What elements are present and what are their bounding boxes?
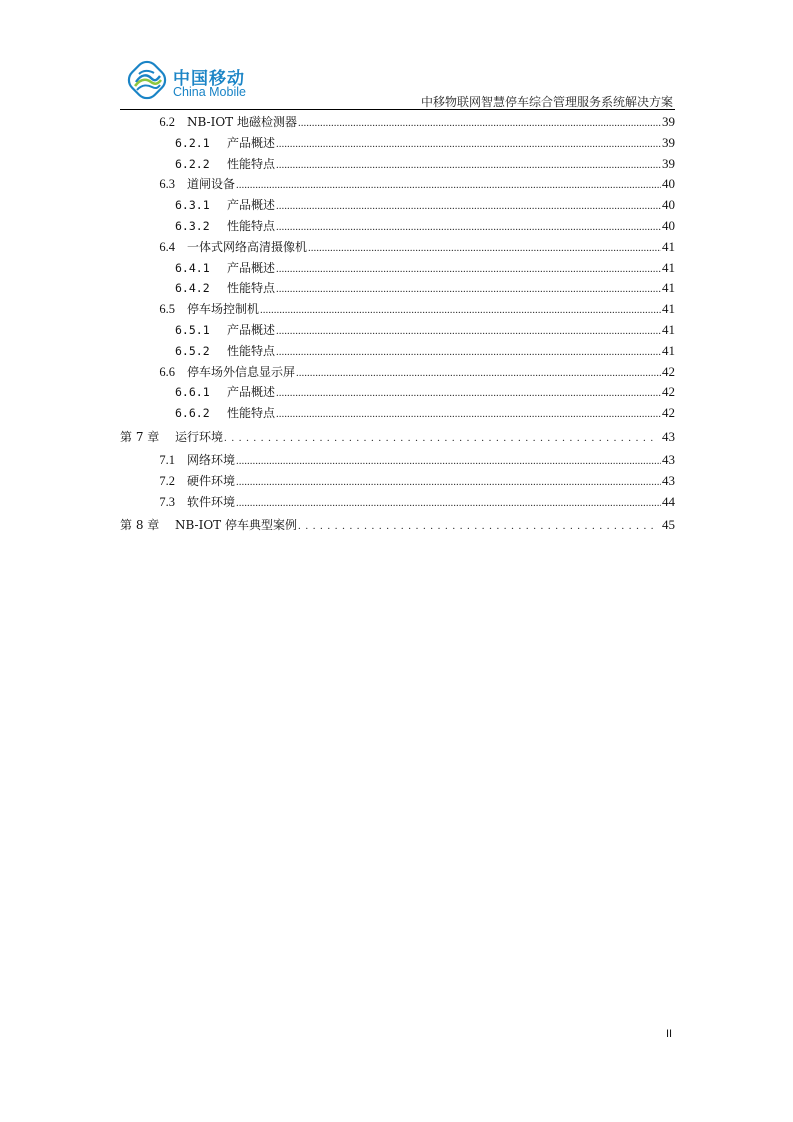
header-divider (120, 109, 675, 110)
leader-dots (236, 450, 661, 472)
toc-number: 7.2 (159, 473, 175, 488)
toc-entry[interactable] (120, 258, 675, 279)
page-number: II (666, 1028, 673, 1040)
toc-entry[interactable] (120, 382, 675, 403)
toc-page: 39 (662, 134, 675, 150)
toc-page: 45 (662, 517, 675, 533)
toc-page: 42 (662, 405, 675, 421)
toc-title: 产品概述 (227, 385, 276, 400)
toc-number: 6.4.2 (175, 281, 210, 296)
toc-number: 6.2 (159, 115, 175, 129)
leader-dots (236, 471, 661, 493)
toc-page: 41 (662, 238, 675, 254)
toc-title: 性能特点 (227, 156, 276, 171)
leader-dots (276, 382, 661, 404)
toc-page: 41 (662, 280, 675, 296)
toc-number: 6.3.2 (175, 218, 210, 233)
toc-number: 6.2.2 (175, 156, 210, 171)
toc-entry[interactable] (120, 237, 675, 258)
toc-title: 性能特点 (227, 343, 276, 358)
leader-dots (260, 299, 661, 321)
toc-page: 39 (662, 114, 675, 129)
toc-entry-chapter[interactable] (120, 512, 675, 538)
leader-dots (298, 112, 661, 134)
toc-number: 6.6.1 (175, 385, 210, 400)
toc-entry[interactable] (120, 471, 675, 492)
toc-title: 产品概述 (227, 135, 276, 150)
toc-page: 41 (662, 321, 675, 337)
leader-dots (276, 320, 661, 342)
toc-number: 6.4 (159, 239, 175, 254)
brand-name-en: China Mobile (173, 85, 246, 99)
toc-entry[interactable] (120, 195, 675, 216)
toc-entry[interactable] (120, 299, 675, 320)
toc-page: 43 (662, 451, 675, 467)
toc-title: 道闸设备 (187, 177, 236, 192)
toc-title: NB-IOT 停车典型案例 (175, 518, 297, 533)
toc-page: 39 (662, 155, 675, 171)
toc-entry[interactable] (120, 174, 675, 195)
leader-dots (276, 278, 661, 300)
toc-page: 41 (662, 259, 675, 275)
toc-page: 42 (662, 363, 675, 379)
leader-dots (276, 133, 661, 155)
document-title: 中移物联网智慧停车综合管理服务系统解决方案 (420, 95, 673, 109)
toc-number: 6.4.1 (175, 260, 210, 275)
toc-title: NB-IOT 地磁检测器 (187, 115, 297, 129)
toc-page: 40 (662, 176, 675, 192)
toc-page: 43 (662, 472, 675, 488)
leader-dots (236, 492, 661, 514)
toc-title: 一体式网络高清摄像机 (187, 239, 308, 254)
leader-dots (276, 216, 661, 238)
toc-number: 6.5 (159, 302, 175, 317)
leader-dots (308, 237, 661, 259)
china-mobile-logo-icon (127, 60, 167, 100)
toc-title: 运行环境 (175, 429, 224, 444)
toc-title: 网络环境 (187, 452, 236, 467)
toc-page: 44 (662, 493, 675, 509)
toc-title: 产品概述 (227, 322, 276, 337)
toc-page: 40 (662, 197, 675, 213)
leader-dots (296, 362, 661, 384)
toc-entry[interactable] (120, 341, 675, 362)
toc-entry[interactable] (120, 112, 675, 133)
toc-page: 43 (662, 428, 675, 444)
toc-number: 6.6 (159, 364, 175, 379)
toc-page: 41 (662, 342, 675, 358)
toc-title: 停车场外信息显示屏 (187, 364, 296, 379)
toc-title: 性能特点 (227, 218, 276, 233)
toc-entry[interactable] (120, 362, 675, 383)
toc-title: 停车场控制机 (187, 302, 260, 317)
toc-entry[interactable] (120, 278, 675, 299)
toc-number: 第 8 章 (120, 518, 160, 533)
leader-dots (298, 512, 655, 539)
brand-name-cn: 中国移动 (173, 69, 245, 89)
toc-page: 42 (662, 384, 675, 400)
toc-entry[interactable] (120, 320, 675, 341)
toc-entry[interactable] (120, 403, 675, 424)
toc-entry[interactable] (120, 450, 675, 471)
toc-number: 第 7 章 (120, 429, 160, 444)
toc-title: 性能特点 (227, 406, 276, 421)
toc-number: 7.3 (159, 494, 175, 509)
toc-number: 6.5.2 (175, 343, 210, 358)
toc-number: 7.1 (159, 452, 175, 467)
toc-number: 6.6.2 (175, 406, 210, 421)
leader-dots (236, 174, 661, 196)
toc-page: 40 (662, 217, 675, 233)
leader-dots (276, 341, 661, 363)
toc-number: 6.3 (159, 177, 175, 192)
toc-title: 硬件环境 (187, 473, 236, 488)
toc-number: 6.3.1 (175, 198, 210, 213)
toc-title: 软件环境 (187, 494, 236, 509)
toc-entry[interactable] (120, 133, 675, 154)
leader-dots (276, 154, 661, 176)
toc-page: 41 (662, 301, 675, 317)
toc-title: 产品概述 (227, 260, 276, 275)
table-of-contents (120, 112, 675, 538)
leader-dots (224, 424, 655, 451)
leader-dots (276, 258, 661, 280)
toc-entry[interactable] (120, 216, 675, 237)
toc-number: 6.5.1 (175, 322, 210, 337)
toc-number: 6.2.1 (175, 135, 210, 150)
leader-dots (276, 403, 661, 425)
toc-title: 产品概述 (227, 198, 276, 213)
toc-entry-chapter[interactable] (120, 424, 675, 450)
toc-title: 性能特点 (227, 281, 276, 296)
leader-dots (276, 195, 661, 217)
toc-entry[interactable] (120, 154, 675, 175)
toc-entry[interactable] (120, 492, 675, 513)
